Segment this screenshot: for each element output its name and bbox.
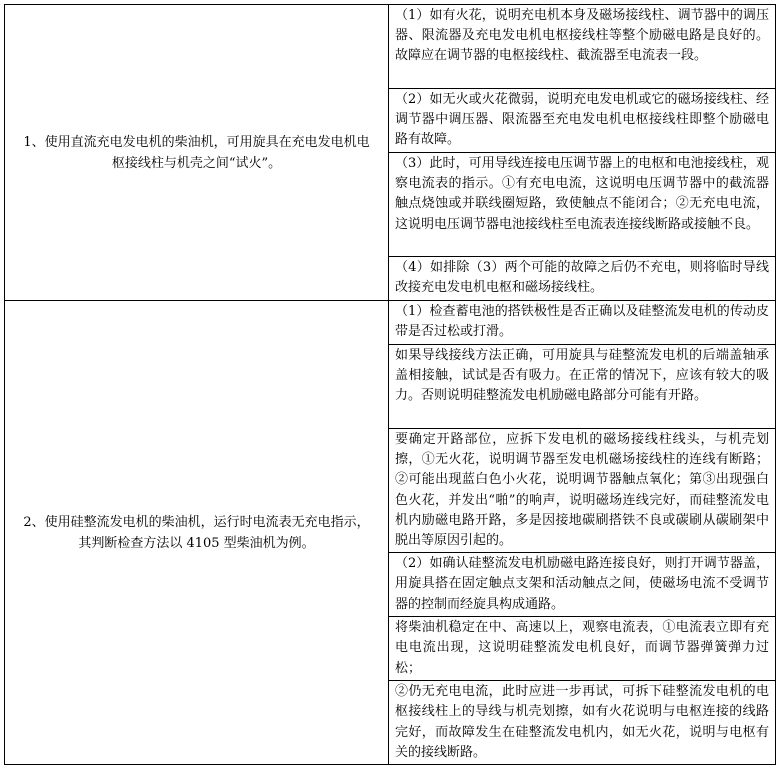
row-1-step-4: （4）如排除（3）两个可能的故障之后仍不充电，则将临时导线改接充电发电机电枢和磁场接线柱。 [389,257,776,301]
diagnosis-table [4,4,776,765]
table-row [5,5,776,89]
row-1-step-3: （3）此时，可用导线连接电压调节器上的电枢和电池接线柱，观察电流表的指示。①有充电电流，这说明电压调节器中的截流器触点烧蚀或并联线圈短路，致使触点不能闭合；②无充电电流，这说明电压调节器电池接线柱至电流表连接线断路或接触不良。 [389,153,776,257]
row-2-label: 2、使用硅整流发电机的柴油机，运行时电流表无充电指示，其判断检查方法以 4105 型柴油机为例。 [5,301,389,765]
row-1-step-2: （2）如无火或火花微弱，说明充电发电机或它的磁场接线柱、经调节器中调压器、限流器至充电发电机电枢接线柱即整个励磁电路有故障。 [389,89,776,153]
row-2-step-6: ②仍无充电电流，此时应进一步再试，可拆下硅整流发电机的电枢接线柱上的导线与机壳划擦，如有火花说明与电枢连接的线路完好，而故障发生在硅整流发电机内，如无火花，说明与电枢有关的接线断路。 [389,681,776,765]
row-2-step-2: 如果导线接线方法正确，可用旋具与硅整流发电机的后端盖轴承盖相接触，试试是否有吸力。在正常的情况下，应该有较大的吸力。否则说明硅整流发电机励磁电路部分可能有开路。 [389,345,776,429]
row-2-step-1: （1）检查蓄电池的搭铁极性是否正确以及硅整流发电机的传动皮带是否过松或打滑。 [389,301,776,345]
row-1-step-1: （1）如有火花，说明充电机本身及磁场接线柱、调节器中的调压器、限流器及充电发电机电枢接线柱等整个励磁电路是良好的。故障应在调节器的电枢接线柱、截流器至电流表一段。 [389,5,776,89]
row-2-step-5: 将柴油机稳定在中、高速以上，观察电流表，①电流表立即有充电电流出现，这说明硅整流发电机良好，而调节器弹簧弹力过松； [389,617,776,681]
table-row [5,301,776,345]
row-1-label: 1、使用直流充电发电机的柴油机，可用旋具在充电发电机电枢接线柱与机壳之间“试火”。 [5,5,389,301]
row-2-step-3: 要确定开路部位，应拆下发电机的磁场接线柱线头，与机壳划擦，①无火花，说明调节器至发电机磁场接线柱的连线有断路；②可能出现蓝白色小火花，说明调节器触点氧化；第③出现强白色火花，并发出“啪”的响声，说明磁场连线完好，而硅整流发电机内励磁电路开路，多是因接地碳刷搭铁不良或碳刷从碳刷架中脱出等原因引起的。 [389,429,776,553]
row-2-step-4: （2）如确认硅整流发电机励磁电路连接良好，则打开调节器盖，用旋具搭在固定触点支架和活动触点之间，使磁场电流不受调节器的控制而经旋具构成通路。 [389,553,776,617]
